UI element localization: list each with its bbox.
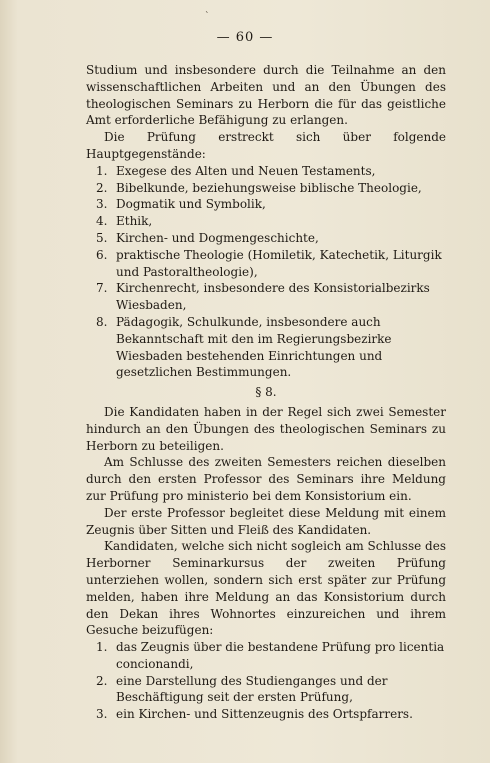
subject-list	[86, 163, 446, 381]
ink-speck: ˋ	[205, 12, 210, 22]
list-item	[86, 280, 446, 314]
list-item	[86, 213, 446, 230]
page-body	[86, 62, 446, 723]
list-number: 2.	[96, 673, 108, 688]
list-item	[86, 673, 446, 707]
paragraph: Kandidaten, welche sich nicht sogleich am Schlusse des Herborner Seminarkursus der zweiten Prüfung unterziehen wollen, sondern sich erst später zur Prüfung melden, haben ihre Meldung an das Konsistorium durch den Dekan ihres Wohnortes einzureichen und ihrem Gesuche beizufügen:	[86, 539, 446, 638]
list-item	[86, 639, 446, 673]
list-number: 2.	[96, 180, 108, 195]
list-item	[86, 314, 446, 381]
list-text: Dogmatik und Symbolik,	[116, 197, 266, 212]
list-text: ein Kirchen- und Sittenzeugnis des Ortspfarrers.	[116, 707, 413, 722]
exam-intro: Die Prüfung erstreckt sich über folgende Hauptgegenstände:	[86, 130, 446, 161]
list-number: 7.	[96, 281, 108, 296]
paragraph: Am Schlusse des zweiten Semesters reichen dieselben durch den ersten Professor des Seminars ihre Meldung zur Prüfung pro ministerio bei dem Konsistorium ein.	[86, 455, 446, 503]
attachment-list	[86, 639, 446, 723]
list-text: Pädagogik, Schulkunde, insbesondere auch Bekanntschaft mit den im Regierungsbezirke Wiesbaden bestehenden Einrichtungen und gesetzlichen Bestimmungen.	[116, 314, 392, 380]
section-heading: § 8.	[255, 385, 277, 400]
list-item	[86, 247, 446, 281]
list-text: Exegese des Alten und Neuen Testaments,	[116, 163, 376, 178]
paragraph: Der erste Professor begleitet diese Meldung mit einem Zeugnis über Sitten und Fleiß des Kandidaten.	[86, 505, 446, 537]
list-text: Kirchenrecht, insbesondere des Konsistorialbezirks Wiesbaden,	[116, 281, 430, 313]
list-number: 3.	[96, 197, 108, 212]
list-number: 1.	[96, 640, 108, 655]
list-item	[86, 180, 446, 197]
list-text: Bibelkunde, beziehungsweise biblische Theologie,	[116, 180, 422, 195]
page-number: — 60 —	[216, 30, 274, 45]
list-item	[86, 706, 446, 723]
list-number: 6.	[96, 247, 108, 262]
paragraph: Die Kandidaten haben in der Regel sich zwei Semester hindurch an den Übungen des theologischen Seminars zu Herborn zu beteiligen.	[86, 404, 446, 453]
intro-paragraph: Studium und insbesondere durch die Teilnahme an den wissenschaftlichen Arbeiten und an den Übungen des theologischen Seminars zu Herborn die für das geistliche Amt erforderliche Befähigung zu erlangen.	[86, 63, 446, 128]
list-text: Ethik,	[116, 214, 153, 229]
list-number: 5.	[96, 230, 108, 245]
list-item	[86, 163, 446, 180]
list-text: das Zeugnis über die bestandene Prüfung pro licentia concionandi,	[116, 640, 445, 671]
list-number: 3.	[96, 707, 108, 722]
list-text: Kirchen- und Dogmengeschichte,	[116, 230, 319, 245]
list-text: praktische Theologie (Homiletik, Katechetik, Liturgik und Pastoraltheologie),	[116, 247, 442, 279]
list-text: eine Darstellung des Studienganges und der Beschäftigung seit der ersten Prüfung,	[116, 673, 388, 705]
list-number: 4.	[96, 214, 108, 229]
list-number: 1.	[96, 163, 108, 178]
list-item	[86, 230, 446, 247]
list-number: 8.	[96, 314, 108, 329]
list-item	[86, 196, 446, 213]
